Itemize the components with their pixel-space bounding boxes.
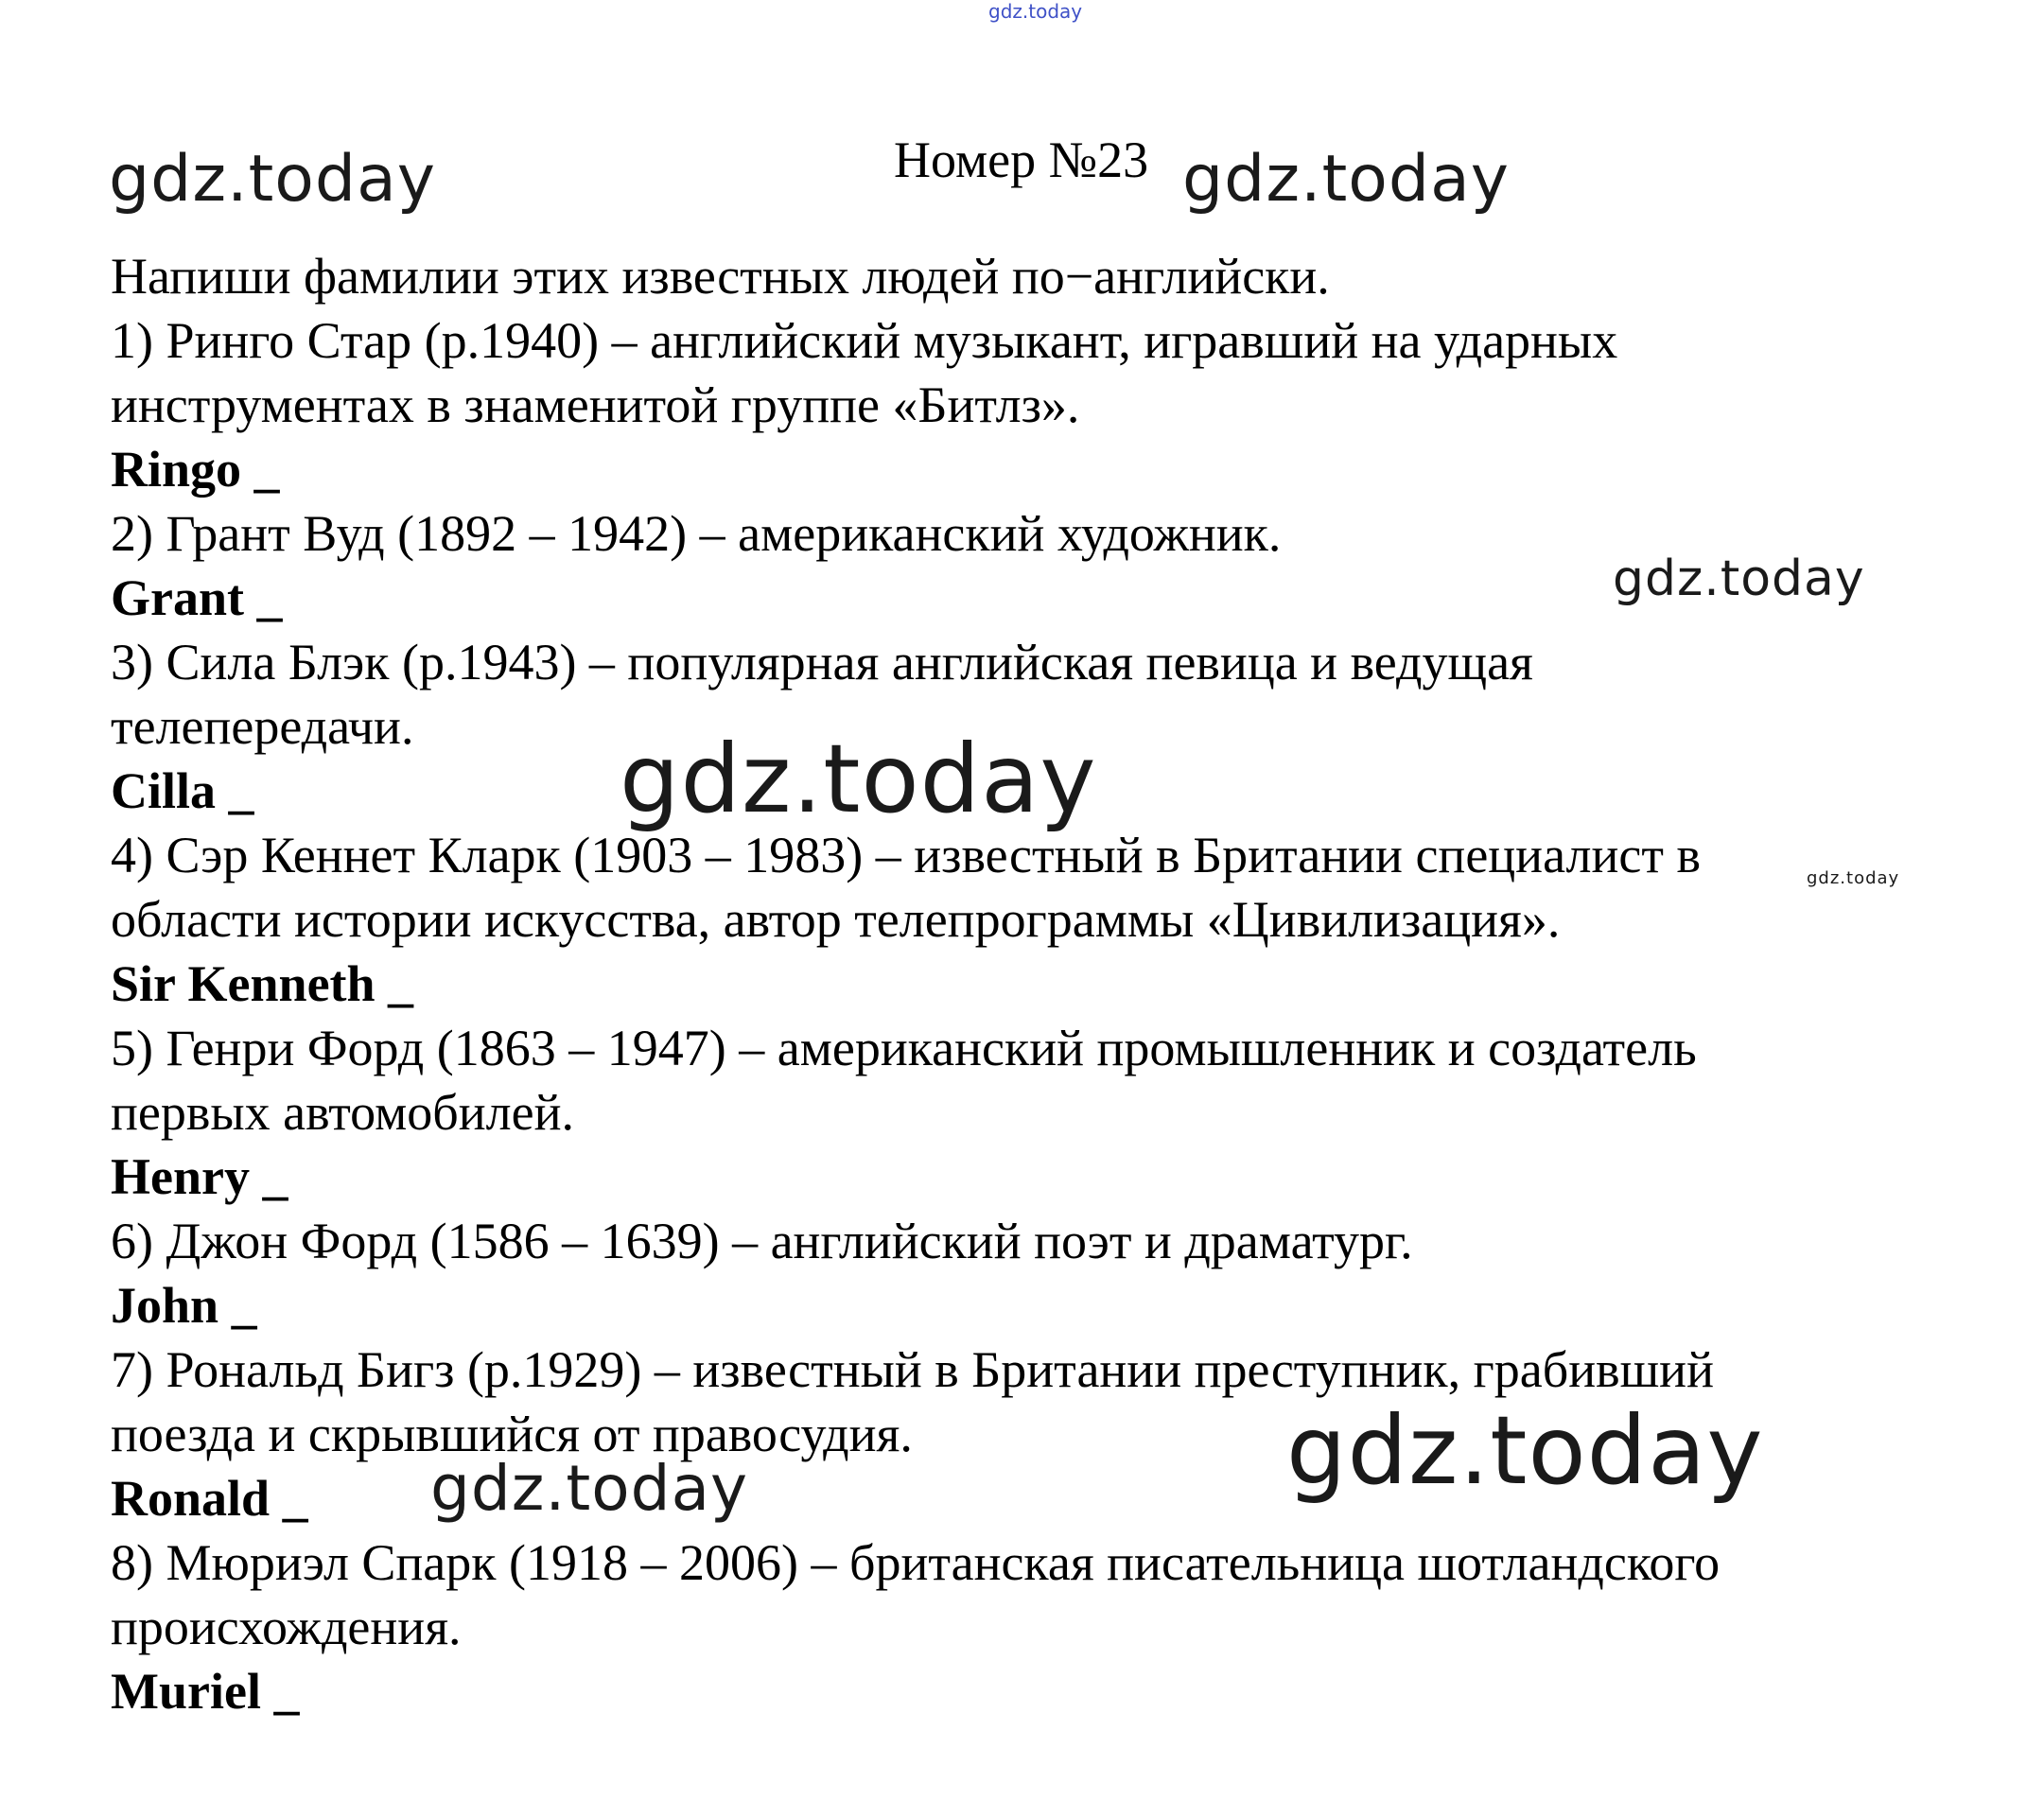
item-text: 1) Ринго Стар (р.1940) – английский музыкант, игравший на ударных — [111, 312, 1618, 369]
item-text: области истории искусства, автор телепрограммы «Цивилизация». — [111, 891, 1561, 948]
watermark-bottom-small: gdz.today — [430, 1452, 749, 1525]
exercise-heading: Номер №23 — [894, 131, 1149, 188]
item-7 — [111, 1337, 1955, 1530]
item-6 — [111, 1209, 1955, 1337]
item-text: 2) Грант Вуд (1892 – 1942) – американский художник. — [111, 505, 1282, 562]
watermark-header-left: gdz.today — [109, 142, 436, 217]
item-3 — [111, 630, 1955, 823]
item-5 — [111, 1016, 1955, 1209]
answer-line: Muriel _ — [111, 1663, 300, 1720]
item-text: телепередачи. — [111, 698, 414, 755]
item-text: 6) Джон Форд (1586 – 1639) – английский поэт и драматург. — [111, 1213, 1413, 1269]
item-text: поезда и скрывшийся от правосудия. — [111, 1406, 913, 1462]
instruction: Напиши фамилии этих известных людей по−английски. — [111, 248, 1330, 305]
item-text: 8) Мюриэл Спарк (1918 – 2006) – британская писательница шотландского — [111, 1534, 1721, 1591]
watermark-tiny: gdz.today — [1807, 868, 1900, 888]
item-text: 3) Сила Блэк (р.1943) – популярная английская певица и ведущая — [111, 634, 1533, 690]
watermark-header-right: gdz.today — [1182, 142, 1510, 217]
answer-line: John _ — [111, 1277, 257, 1334]
answer-line: Grant _ — [111, 569, 283, 626]
item-text: 7) Рональд Бигз (р.1929) – известный в Британии преступник, грабивший — [111, 1341, 1714, 1398]
answer-line: Henry _ — [111, 1148, 288, 1205]
item-text: 5) Генри Форд (1863 – 1947) – американский промышленник и создатель — [111, 1020, 1697, 1076]
watermark-right-mid: gdz.today — [1613, 551, 1865, 607]
watermark-top: gdz.today — [988, 0, 1083, 23]
answer-line: Ringo _ — [111, 441, 280, 498]
item-text: происхождения. — [111, 1599, 462, 1655]
answer-line: Ronald _ — [111, 1470, 308, 1527]
item-text: 4) Сэр Кеннет Кларк (1903 – 1983) – известный в Британии специалист в — [111, 827, 1701, 883]
watermark-center-large: gdz.today — [620, 724, 1097, 834]
item-text: инструментах в знаменитой группе «Битлз». — [111, 376, 1080, 433]
item-text: первых автомобилей. — [111, 1084, 574, 1141]
answer-line: Cilla _ — [111, 762, 254, 819]
item-8 — [111, 1530, 1955, 1723]
item-4 — [111, 823, 1955, 1016]
item-1 — [111, 308, 1955, 501]
answer-line: Sir Kenneth _ — [111, 955, 414, 1012]
exercise-content — [111, 244, 1955, 1723]
item-2 — [111, 501, 1955, 630]
watermark-bottom-large: gdz.today — [1286, 1395, 1764, 1506]
